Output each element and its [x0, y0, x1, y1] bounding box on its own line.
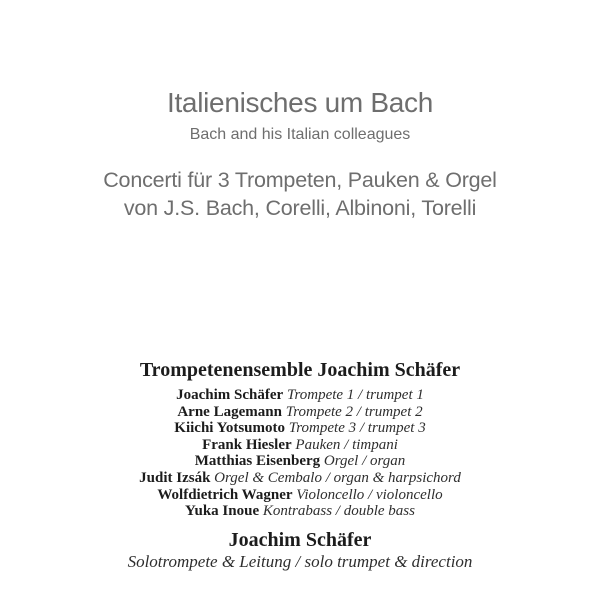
page-subtitle: Bach and his Italian colleagues: [189, 126, 411, 143]
ensemble-member: [0, 470, 600, 487]
concert-description: [0, 167, 600, 222]
ensemble-member: [0, 453, 600, 470]
member-role: Pauken / timpani: [291, 436, 398, 453]
member-role: Trompete 3 / trumpet 3: [285, 420, 426, 437]
director-name: Joachim Schäfer: [228, 528, 372, 551]
member-name: Matthias Eisenberg: [194, 453, 321, 470]
page-title: Italienisches um Bach: [166, 87, 434, 118]
concert-line-1: Concerti für 3 Trompeten, Pauken & Orgel: [103, 168, 497, 192]
ensemble-member: [0, 487, 600, 504]
ensemble-member: [0, 387, 600, 404]
member-name: Arne Lagemann: [177, 403, 282, 420]
member-role: Violoncello / violoncello: [292, 486, 443, 503]
member-role: Trompete 1 / trumpet 1: [283, 387, 424, 403]
member-role: Kontrabass / double bass: [259, 503, 415, 520]
member-name: Kiichi Yotsumoto: [174, 420, 285, 437]
member-role: Orgel / organ: [320, 453, 406, 470]
director-section: [0, 529, 600, 572]
ensemble-member: [0, 437, 600, 454]
member-name: Frank Hiesler: [202, 436, 292, 453]
ensemble-member: [0, 420, 600, 437]
ensemble-heading: Trompetenensemble Joachim Schäfer: [139, 359, 461, 381]
member-role: Trompete 2 / trumpet 2: [281, 403, 423, 420]
program-header: [0, 0, 600, 145]
member-name: Wolfdietrich Wagner: [157, 486, 293, 503]
member-name: Judit Izsák: [139, 469, 211, 486]
ensemble-member: [0, 503, 600, 520]
member-name: Joachim Schäfer: [176, 387, 284, 403]
ensemble-member: [0, 404, 600, 421]
ensemble-section: [0, 358, 600, 520]
director-role: Solotrompete & Leitung / solo trumpet & direction: [127, 551, 473, 571]
member-role: Orgel & Cembalo / organ & harpsichord: [210, 469, 461, 486]
ensemble-member-list: [0, 387, 600, 520]
concert-line-2: von J.S. Bach, Corelli, Albinoni, Torelli: [123, 195, 477, 220]
member-name: Yuka Inoue: [185, 503, 260, 520]
